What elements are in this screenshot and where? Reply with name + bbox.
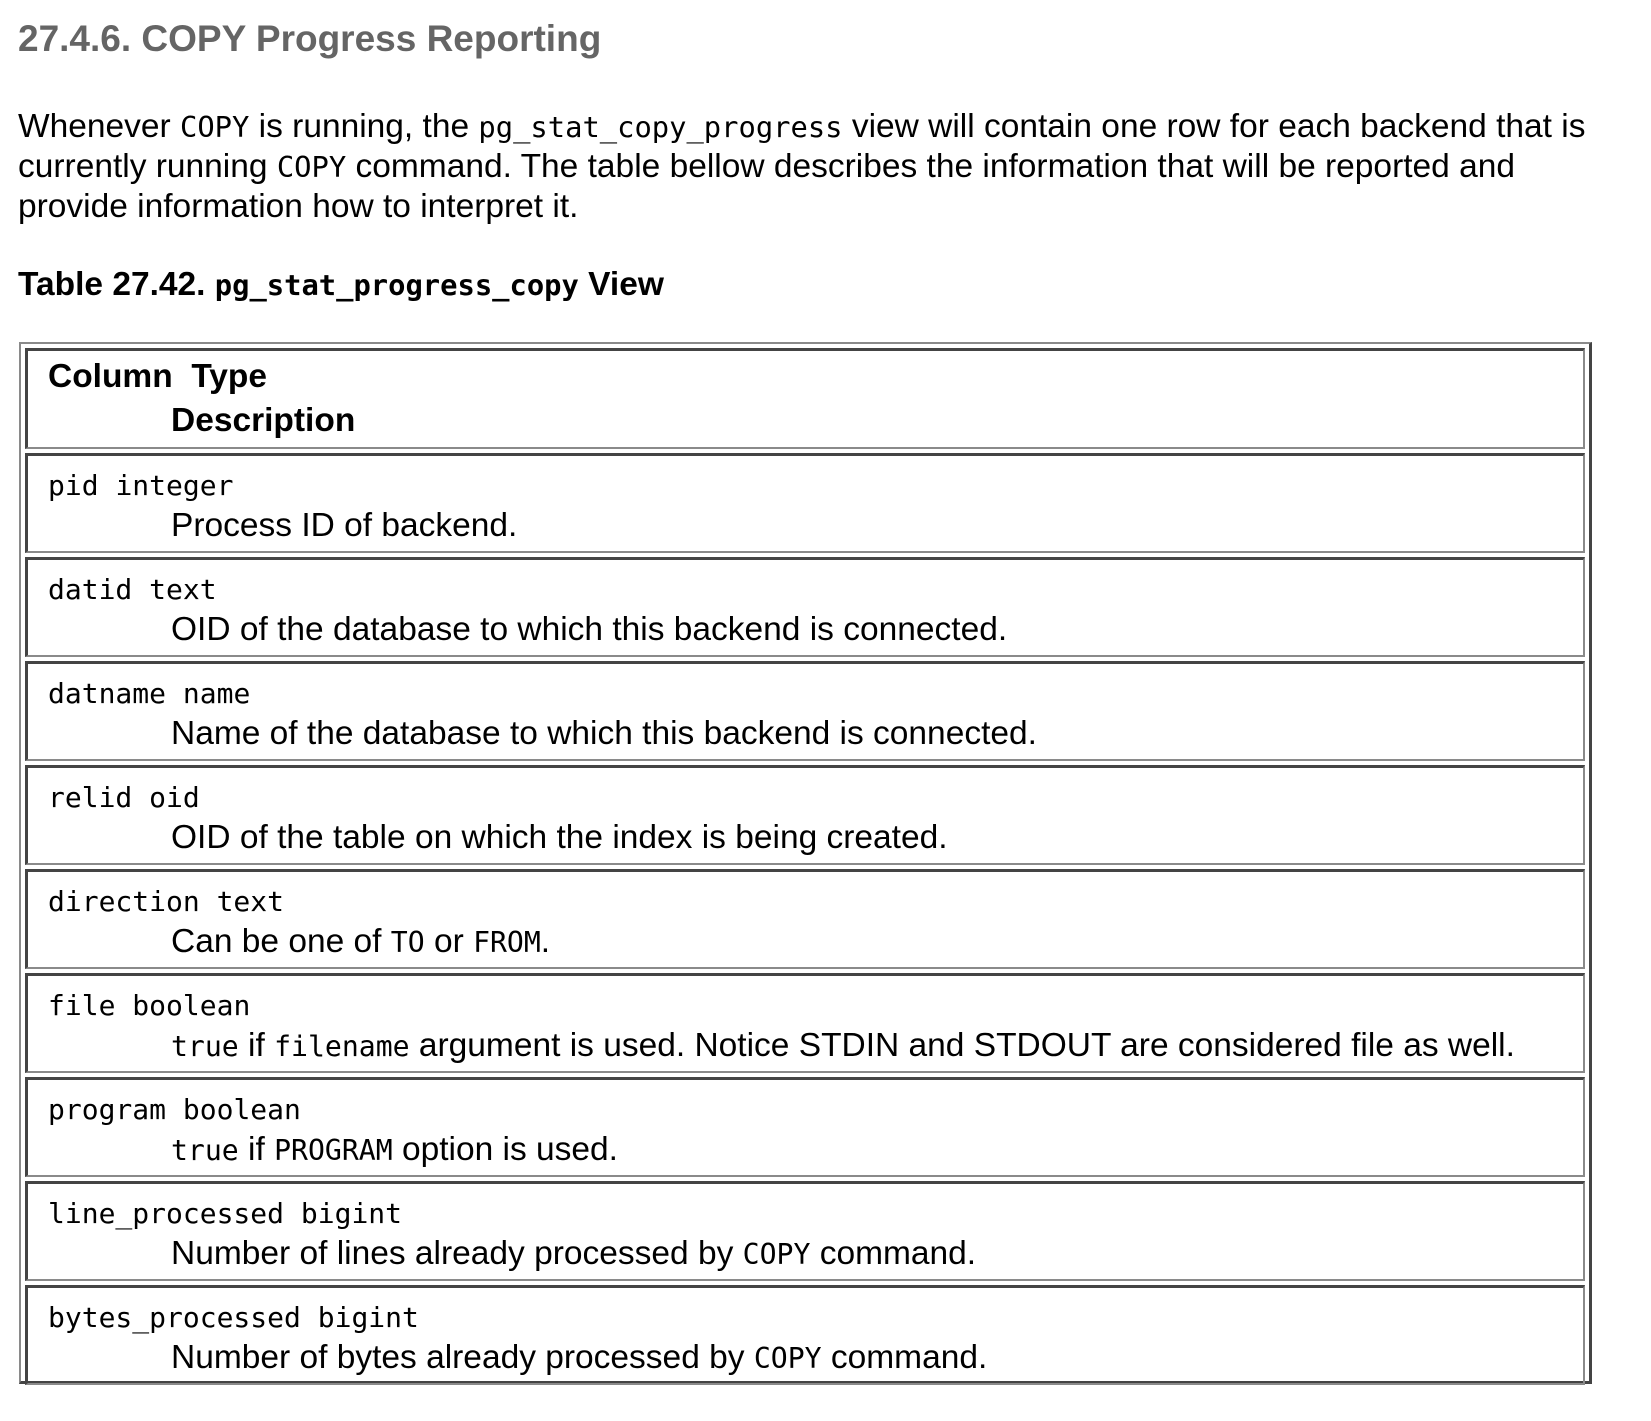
text: or	[424, 923, 474, 960]
column-name-type	[48, 1090, 301, 1130]
column-name-type	[48, 986, 250, 1026]
column-description	[171, 1234, 976, 1275]
header-description: Description	[171, 402, 356, 439]
column-type: integer	[115, 469, 234, 502]
column-name-type	[48, 1194, 402, 1234]
intro-paragraph	[18, 107, 1648, 227]
caption-prefix: Table 27.42.	[18, 266, 215, 303]
text: Can be one of	[171, 923, 391, 960]
header-type: Type	[191, 358, 268, 395]
column-description	[171, 1026, 1515, 1067]
intro-line-1	[18, 107, 1648, 147]
text: OID of the table on which the index is being created.	[171, 819, 948, 856]
column-name-type	[48, 570, 217, 610]
text: Number of bytes already processed by	[171, 1339, 754, 1376]
column-type: text	[216, 885, 285, 918]
text: command.	[821, 1339, 988, 1376]
text: option is used.	[392, 1131, 618, 1168]
text: argument is used. Notice STDIN and STDOUT are considered file as well.	[409, 1027, 1515, 1064]
inline-code: true	[171, 1134, 239, 1167]
column-description	[171, 818, 948, 858]
column-name: relid	[48, 781, 133, 814]
text: if	[238, 1131, 275, 1168]
table-row	[25, 1077, 1585, 1177]
table-row	[25, 765, 1585, 865]
column-type: oid	[149, 781, 200, 814]
column-description	[171, 1130, 618, 1171]
table-header-row	[25, 348, 1585, 449]
caption-suffix: View	[578, 266, 664, 303]
column-name-type	[48, 778, 200, 818]
text: view will contain one row for each backend that is	[842, 108, 1586, 145]
header-column: Column	[48, 358, 173, 395]
text: .	[540, 923, 551, 960]
column-type: name	[182, 677, 251, 710]
inline-code: filename	[274, 1030, 410, 1063]
column-name-type	[48, 882, 284, 922]
inline-code: TO	[390, 926, 425, 959]
column-name: file	[48, 989, 116, 1022]
column-name: line_processed	[48, 1197, 285, 1230]
inline-code: COPY	[276, 150, 347, 184]
column-name: pid	[48, 469, 99, 502]
text: is running, the	[249, 108, 479, 145]
column-type: boolean	[182, 1093, 301, 1126]
table-row	[25, 869, 1585, 969]
intro-line-2	[18, 147, 1648, 187]
text: Whenever	[18, 108, 180, 145]
table-row	[25, 1285, 1585, 1385]
column-description	[171, 714, 1037, 754]
inline-code: true	[171, 1030, 239, 1063]
section-title: 27.4.6. COPY Progress Reporting	[18, 18, 602, 59]
table-row	[25, 661, 1585, 761]
column-description	[171, 610, 1007, 650]
header-column-type	[48, 357, 267, 397]
text: provide information how to interpret it.	[18, 188, 579, 225]
inline-code: pg_stat_copy_progress	[478, 110, 843, 144]
column-type: bigint	[317, 1301, 419, 1334]
view-table	[19, 342, 1592, 1384]
inline-code: PROGRAM	[274, 1134, 393, 1167]
table-row	[25, 1181, 1585, 1281]
column-description	[171, 506, 517, 546]
text: OID of the database to which this backend is connected.	[171, 611, 1008, 648]
intro-line-3	[18, 187, 1648, 227]
text: command.	[810, 1235, 977, 1272]
text: currently running	[18, 148, 277, 185]
column-type: text	[149, 573, 217, 606]
column-type: bigint	[300, 1197, 403, 1230]
table-row	[25, 557, 1585, 657]
text: if	[238, 1027, 275, 1064]
text: Name of the database to which this backend is connected.	[171, 715, 1037, 752]
column-name: program	[48, 1093, 167, 1126]
column-name: datname	[48, 677, 167, 710]
column-name: bytes_processed	[48, 1301, 301, 1334]
text: command. The table bellow describes the information that will be reported and	[346, 148, 1515, 185]
text: Process ID of backend.	[171, 507, 518, 544]
inline-code: COPY	[742, 1238, 811, 1271]
column-name-type	[48, 466, 233, 506]
column-name-type	[48, 674, 250, 714]
table-body	[25, 453, 1585, 1385]
caption-code: pg_stat_progress_copy	[214, 268, 579, 302]
inline-code: FROM	[473, 926, 541, 959]
inline-code: COPY	[180, 110, 250, 144]
table-row	[25, 453, 1585, 553]
text: Number of lines already processed by	[171, 1235, 743, 1272]
table-caption	[18, 263, 664, 307]
column-name: datid	[48, 573, 133, 606]
table-row	[25, 973, 1585, 1073]
column-type: boolean	[132, 989, 251, 1022]
inline-code: COPY	[753, 1342, 822, 1375]
column-description	[171, 1338, 987, 1379]
column-name: direction	[48, 885, 200, 918]
column-description	[171, 922, 550, 963]
column-name-type	[48, 1298, 419, 1338]
